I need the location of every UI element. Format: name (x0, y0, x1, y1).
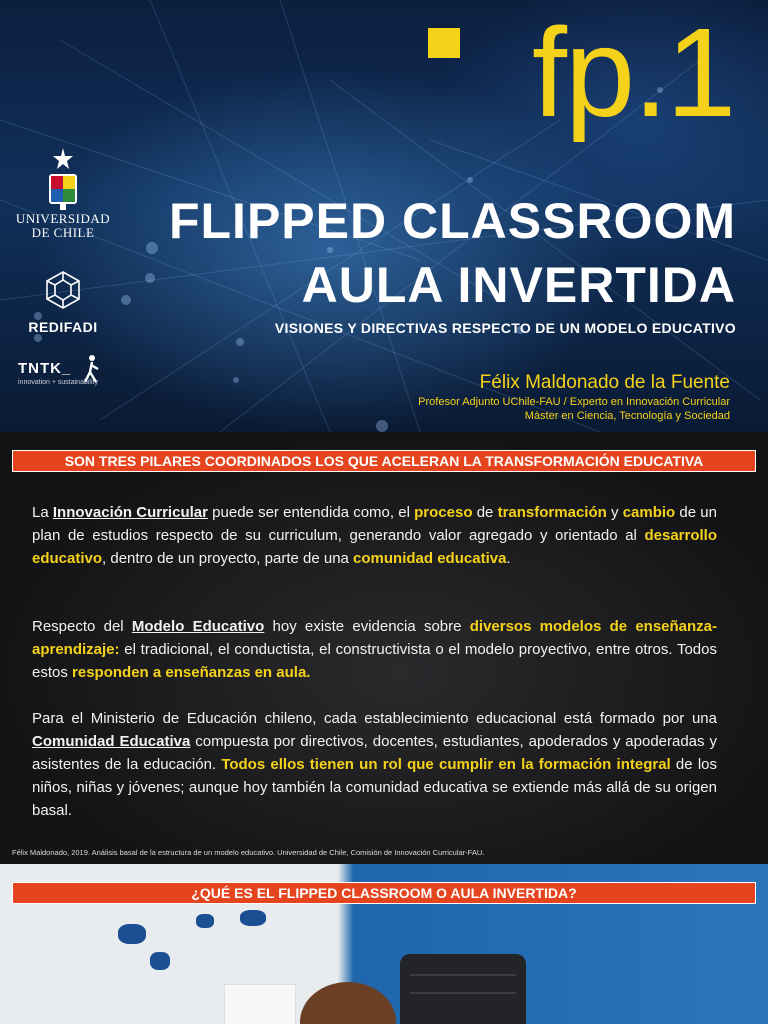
section-banner-flipped-classroom: ¿QUÉ ES EL FLIPPED CLASSROOM O AULA INVERTIDA? (12, 882, 756, 904)
text: de los niños, niñas y jóvenes; aunque hoy también la comunidad educativa se extiende más allá de su origen basal. (32, 756, 718, 819)
shelf-image (224, 984, 296, 1024)
text: y (606, 504, 623, 521)
title-line2: AULA INVERTIDA (301, 257, 736, 313)
subtitle: VISIONES Y DIRECTIVAS RESPECTO DE UN MODELO EDUCATIVO (274, 320, 736, 336)
text: compuesta por directivos, docentes, estudiantes, apoderados y apoderadas y asistentes de la educación. (32, 733, 717, 773)
text: de (472, 504, 498, 521)
text: puede ser entendida como, el (207, 504, 415, 521)
uchile-line1: UNIVERSIDAD (15, 211, 111, 226)
author-name: Félix Maldonado de la Fuente (479, 372, 730, 393)
highlight: Todos ellos tienen un rol que cumplir en la formación integral (221, 756, 671, 773)
text: de un plan de estudios respecto de su curriculum, generando valor agregado y orientado al (32, 504, 717, 544)
text: Para el Ministerio de Educación chileno, cada establecimiento educacional está formado por una (32, 710, 717, 727)
accent-square (428, 28, 460, 58)
text: Respecto del (32, 618, 132, 635)
text: el tradicional, el conductista, el constructivista o el modelo proyectivo, entre otros. Todos estos (32, 641, 717, 681)
term-comunidad-educativa: Comunidad Educativa (32, 733, 191, 750)
logo-tntk (18, 360, 118, 386)
map-decoration (150, 952, 170, 970)
logo-redifadi (28, 270, 98, 335)
highlight: transformación (497, 504, 607, 521)
text: La (32, 504, 53, 521)
tntk-label: TNTK_ (18, 360, 72, 377)
cover-header (0, 0, 768, 432)
text: . (506, 550, 511, 567)
paragraph-innovacion-curricular (32, 501, 717, 570)
map-decoration (118, 924, 146, 944)
text: hoy existe evidencia sobre (264, 618, 470, 635)
chair-detail (410, 992, 516, 994)
author-role-1: Profesor Adjunto UChile-FAU / Experto en Innovación Curricular (418, 396, 730, 408)
map-decoration (240, 910, 266, 926)
title-line1: FLIPPED CLASSROOM (168, 193, 736, 249)
highlight: cambio (622, 504, 676, 521)
highlight: proceso (414, 504, 473, 521)
paragraph-modelo-educativo (32, 615, 717, 684)
logo-universidad-de-chile (14, 148, 112, 240)
highlight: responden a enseñanzas en aula. (72, 664, 311, 681)
highlight: diversos modelos de enseñanza-aprendizaje: (32, 618, 718, 658)
uchile-crest-icon (43, 148, 83, 212)
tntk-tagline: innovation + sustainability (18, 379, 98, 386)
term-modelo-educativo: Modelo Educativo (131, 618, 265, 635)
map-decoration (196, 914, 214, 928)
section-banner-pillars: SON TRES PILARES COORDINADOS LOS QUE ACELERAN LA TRANSFORMACIÓN EDUCATIVA (12, 450, 756, 472)
pillars-section (0, 432, 768, 864)
flipped-classroom-section (0, 864, 768, 1024)
chair-detail (410, 974, 516, 976)
walking-figure-icon (82, 354, 104, 384)
author-role-2: Máster en Ciencia, Tecnología y Sociedad (524, 410, 730, 422)
person-image (300, 982, 396, 1024)
paragraph-comunidad-educativa (32, 707, 717, 822)
geodesic-sphere-icon (43, 270, 83, 310)
term-innovacion-curricular: Innovación Curricular (52, 504, 208, 521)
uchile-line2: DE CHILE (31, 225, 95, 240)
text: , dentro de un proyecto, parte de una (102, 550, 354, 567)
badge-fp1: fp.1 (532, 2, 735, 143)
citation-footnote: Félix Maldonado, 2019. Análisis basal de la estructura de un modelo educativo. Universidad de Chile, Comisión de Innovación Curricular-FAU. (12, 848, 485, 857)
redifadi-label: REDIFADI (28, 319, 98, 335)
highlight: desarrollo educativo (32, 527, 717, 567)
highlight: comunidad educativa (353, 550, 507, 567)
office-chair-image (400, 954, 526, 1024)
